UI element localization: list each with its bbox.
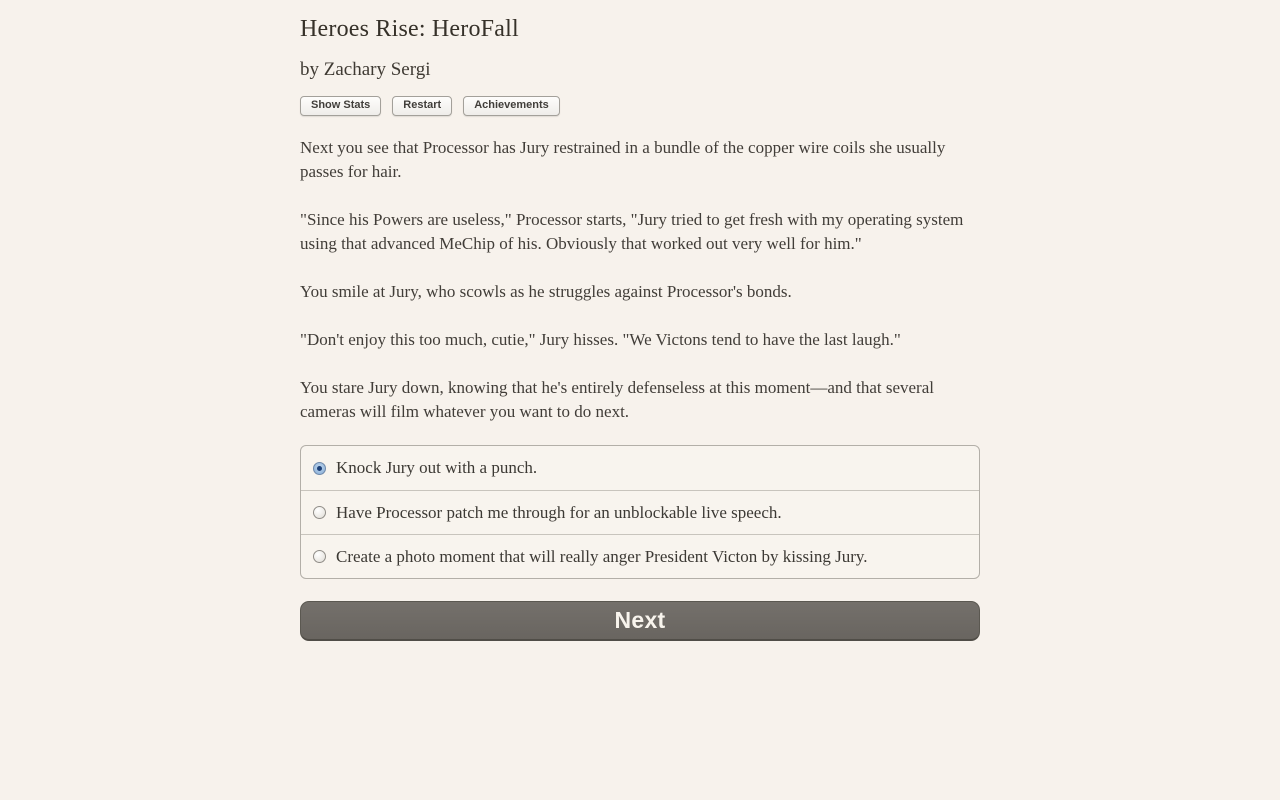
choice-label: Have Processor patch me through for an unblockable live speech. — [336, 502, 782, 522]
next-button[interactable]: Next — [300, 601, 980, 641]
game-author: by Zachary Sergi — [300, 59, 431, 80]
choice-option-1[interactable] — [301, 446, 979, 490]
choice-label: Knock Jury out with a punch. — [336, 458, 538, 477]
choice-option-2[interactable] — [301, 490, 979, 534]
show-stats-button[interactable]: Show Stats — [300, 96, 381, 116]
radio-icon[interactable] — [313, 506, 326, 519]
story-text — [300, 136, 980, 424]
choice-option-3[interactable] — [301, 534, 979, 578]
story-paragraph: "Don't enjoy this too much, cutie," Jury hisses. "We Victons tend to have the last laugh." — [300, 330, 901, 349]
achievements-button[interactable]: Achievements — [463, 96, 560, 116]
restart-button[interactable]: Restart — [392, 96, 452, 116]
story-paragraph: You stare Jury down, knowing that he's entirely defenseless at this moment—and that several cameras will film whatever you want to do next. — [300, 378, 934, 421]
story-paragraph: "Since his Powers are useless," Processor starts, "Jury tried to get fresh with my operating system using that advanced MeChip of his. Obviously that worked out very well for him." — [300, 210, 964, 253]
game-title: Heroes Rise: HeroFall — [300, 16, 519, 42]
choice-label: Create a photo moment that will really anger President Victon by kissing Jury. — [336, 546, 868, 566]
radio-icon[interactable] — [313, 550, 326, 563]
toolbar — [300, 96, 980, 116]
story-paragraph: You smile at Jury, who scowls as he struggles against Processor's bonds. — [300, 282, 792, 301]
choice-group — [300, 445, 980, 579]
story-paragraph: Next you see that Processor has Jury restrained in a bundle of the copper wire coils she usually passes for hair. — [300, 138, 946, 181]
radio-icon[interactable] — [313, 462, 326, 475]
story-page — [300, 0, 980, 641]
